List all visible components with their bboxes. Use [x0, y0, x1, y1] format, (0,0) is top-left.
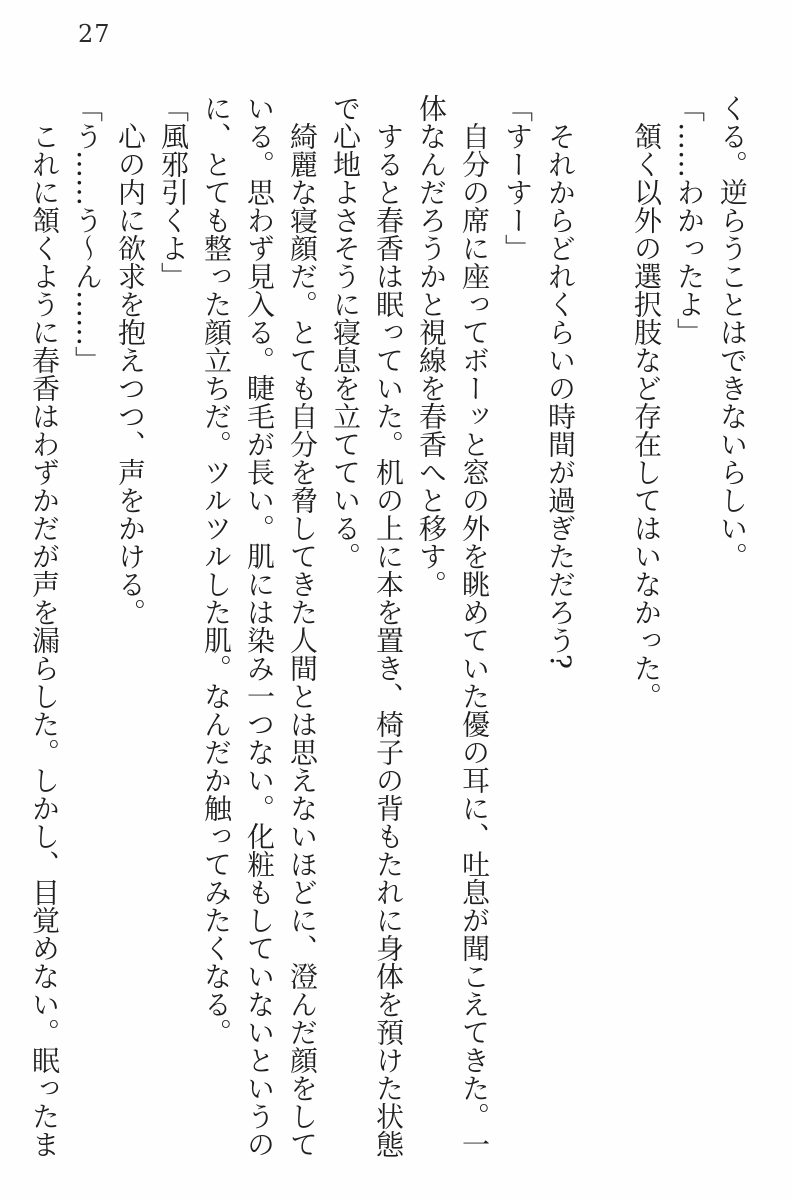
- text-column: で心地よさそうに寝息を立てている。: [329, 94, 362, 570]
- text-column: 心の内に欲求を抱えつつ、声をかける。: [114, 122, 147, 626]
- text-column: 頷く以外の選択肢など存在してはいなかった。: [630, 122, 663, 710]
- dialogue-column: 「う……う〜ん……」: [71, 94, 104, 374]
- text-column: 自分の席に座ってボーッと窓の外を眺めていた優の耳に、吐息が聞こえてきた。一: [458, 122, 491, 1158]
- text-column: に、とても整った顔立ちだ。ツルツルした肌。なんだか触ってみたくなる。: [200, 94, 233, 1046]
- text-column: 体なんだろうかと視線を春香へと移す。: [415, 94, 448, 598]
- dialogue-column: 「風邪引くよ」: [157, 94, 190, 290]
- page-number: 27: [78, 20, 111, 48]
- text-column: それからどれくらいの時間が過ぎただろう?: [544, 122, 577, 670]
- text-column: 綺麗な寝顔だ。とても自分を脅してきた人間とは思えないほどに、澄んだ顔をして: [286, 122, 319, 1158]
- text-column: これに頷くように春香はわずかだが声を漏らした。しかし、目覚めない。眠ったま: [28, 122, 61, 1158]
- text-column: すると春香は眠っていた。机の上に本を置き、椅子の背もたれに身体を預けた状態: [372, 122, 405, 1158]
- text-column: くる。逆らうことはできないらしい。: [716, 94, 749, 570]
- blank-column: [582, 94, 625, 1162]
- page-text: [23, 94, 754, 1162]
- text-column: いる。思わず見入る。睫毛が長い。肌には染み一つない。化粧もしていないというの: [243, 94, 276, 1158]
- dialogue-column: 「……わかったよ」: [673, 94, 706, 346]
- dialogue-column: 「すーすー」: [501, 94, 534, 262]
